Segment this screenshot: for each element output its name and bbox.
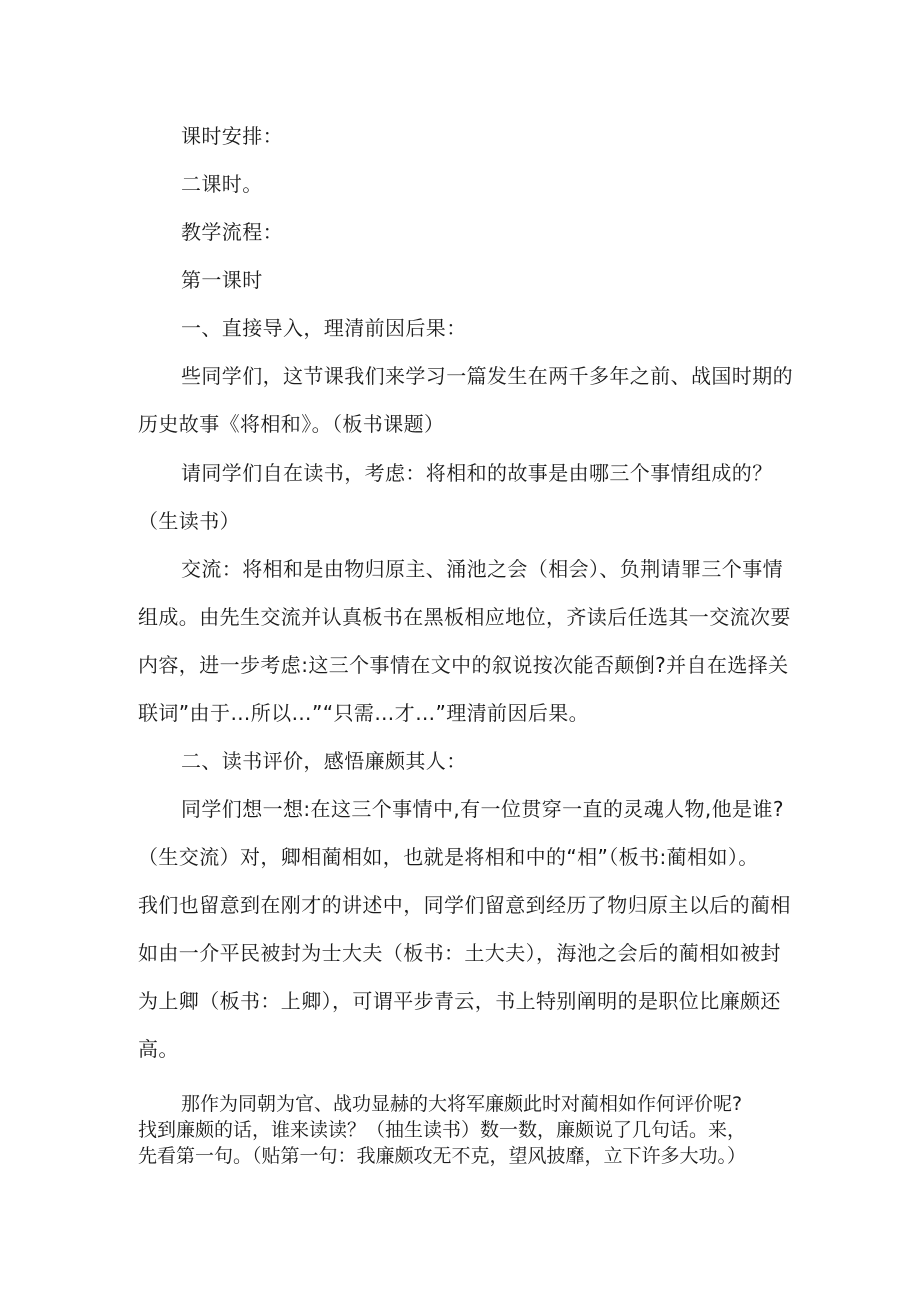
- paragraph-line: （生交流）对，卿相蔺相如，也就是将相和中的“相”（板书:蔺相如）。: [138, 845, 759, 869]
- paragraph-line: 先看第一句。（贴第一句：我廉颇攻无不克，望风披靡，立下许多大功。）: [138, 1145, 747, 1167]
- paragraph-line: 联词”由于…所以…”“只需…才…”理清前因后果。: [138, 701, 590, 725]
- paragraph-line: 找到廉颇的话，谁来读读？（抽生读书）数一数，廉颇说了几句话。来，: [138, 1119, 747, 1141]
- heading-process: 教学流程：: [181, 220, 283, 244]
- paragraph-line: 请同学们自在读书，考虑：将相和的故事是由哪三个事情组成的？: [181, 461, 773, 485]
- paragraph-line: 内容，进一步考虑:这三个事情在文中的叙说按次能否颠倒?并自在选择关: [138, 653, 789, 677]
- paragraph-line: 我们也留意到在刚才的讲述中，同学们留意到经历了物归原主以后的蔺相: [138, 893, 791, 917]
- paragraph-line: 些同学们，这节课我们来学习一篇发生在两千多年之前、战国时期的: [181, 364, 793, 388]
- paragraph-line: 那作为同朝为官、战功显赫的大将军廉颇此时对蔺相如作何评价呢?: [181, 1093, 743, 1115]
- section-2-title: 二、读书评价，感悟廉颇其人：: [181, 749, 467, 773]
- paragraph-line: 组成。由先生交流并认真板书在黑板相应地位，齐读后任选其一交流次要: [138, 605, 791, 629]
- schedule-value: 二课时。: [181, 172, 263, 196]
- paragraph-line: 同学们想一想:在这三个事情中,有一位贯穿一直的灵魂人物,他是谁?: [181, 797, 784, 821]
- heading-lesson-1: 第一课时: [181, 268, 263, 292]
- paragraph-line: 历史故事《将相和》。（板书课题）: [138, 412, 445, 436]
- heading-schedule: 课时安排：: [181, 124, 283, 148]
- paragraph-line: 交流：将相和是由物归原主、涌池之会（相会）、负荆请罪三个事情: [181, 557, 783, 581]
- paragraph-line: 为上卿（板书：上卿），可谓平步青云，书上特别阐明的是职位比廉颇还: [138, 989, 781, 1013]
- paragraph-line: 高。: [138, 1037, 179, 1061]
- paragraph-line: （生读书）: [138, 509, 240, 533]
- section-1-title: 一、直接导入，理清前因后果：: [181, 316, 467, 340]
- paragraph-line: 如由一介平民被封为士大夫（板书：土大夫），海池之会后的蔺相如被封: [138, 941, 781, 965]
